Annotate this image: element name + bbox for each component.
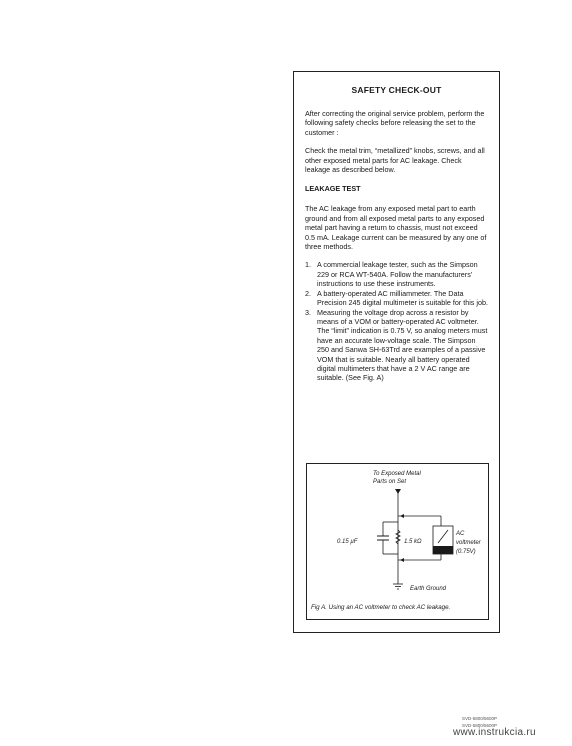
- arrowheads: [400, 514, 404, 562]
- safety-checkout-panel: [293, 71, 500, 633]
- figure-a: [306, 463, 489, 620]
- list-item: 3. Measuring the voltage drop across a resistor by means of a VOM or battery-operated AC voltmeter. The “limit” indication is 0.75 V, so analog meters must have an accurate low-voltage scale. The Simpson 250 and Sanwa SH-63Trd are examples of a passive VOM that is suitable. Nearly all battery operated digital multimeters that have a 2 V AC range are suitable. (See Fig. A): [305, 307, 488, 383]
- list-item: 2. A battery-operated AC milliammeter. The Data Precision 245 digital multimeter is suitable for this job.: [305, 288, 488, 308]
- intro-paragraph: After correcting the original service problem, perform the following safety checks before releasing the set to the customer :: [305, 109, 485, 137]
- meter-label-ac: AC: [456, 531, 465, 537]
- model-code: SVD-5800/5600P: [462, 716, 498, 721]
- leakage-heading: LEAKAGE TEST: [305, 184, 361, 194]
- leakage-circuit-diagram: [307, 464, 490, 621]
- figure-caption: Fig A. Using an AC voltmeter to check AC leakage.: [311, 604, 451, 611]
- label-exposed-metal: To Exposed Metal: [373, 471, 421, 477]
- voltmeter-icon: [433, 526, 453, 554]
- probe-arrow-icon: [395, 489, 401, 508]
- check-paragraph: Check the metal trim, “metallized” knobs, screws, and all other exposed metal parts for AC leakage. Check leakage as described below.: [305, 146, 485, 175]
- methods-list: [305, 260, 488, 382]
- meter-label-voltmeter: voltmeter: [456, 540, 481, 546]
- ground-icon: [393, 584, 403, 589]
- label-parts-on-set: Parts on Set: [373, 479, 407, 485]
- capacitor-label: 0.15 µF: [337, 539, 358, 545]
- model-code-2: SVD-5800/5600P: [462, 723, 498, 728]
- leakage-paragraph: The AC leakage from any exposed metal part to earth ground and from all exposed metal parts to any exposed metal part having a return to chassis, must not exceed 0.5 mA. Leakage current can be measured by any one of three methods.: [305, 204, 487, 252]
- panel-title: SAFETY CHECK-OUT: [351, 85, 442, 95]
- watermark: www.instrukcia.ru: [453, 727, 536, 738]
- resistor-label: 1.5 kΩ: [404, 539, 422, 545]
- list-item: 1. A commercial leakage tester, such as the Simpson 229 or RCA WT-540A. Follow the manufacturers’ instructions to use these instruments.: [305, 260, 478, 289]
- circuit-wires: [383, 508, 441, 584]
- ground-label: Earth Ground: [410, 586, 447, 592]
- capacitor-icon: [377, 536, 389, 540]
- meter-label-range: (0.75V): [456, 549, 476, 555]
